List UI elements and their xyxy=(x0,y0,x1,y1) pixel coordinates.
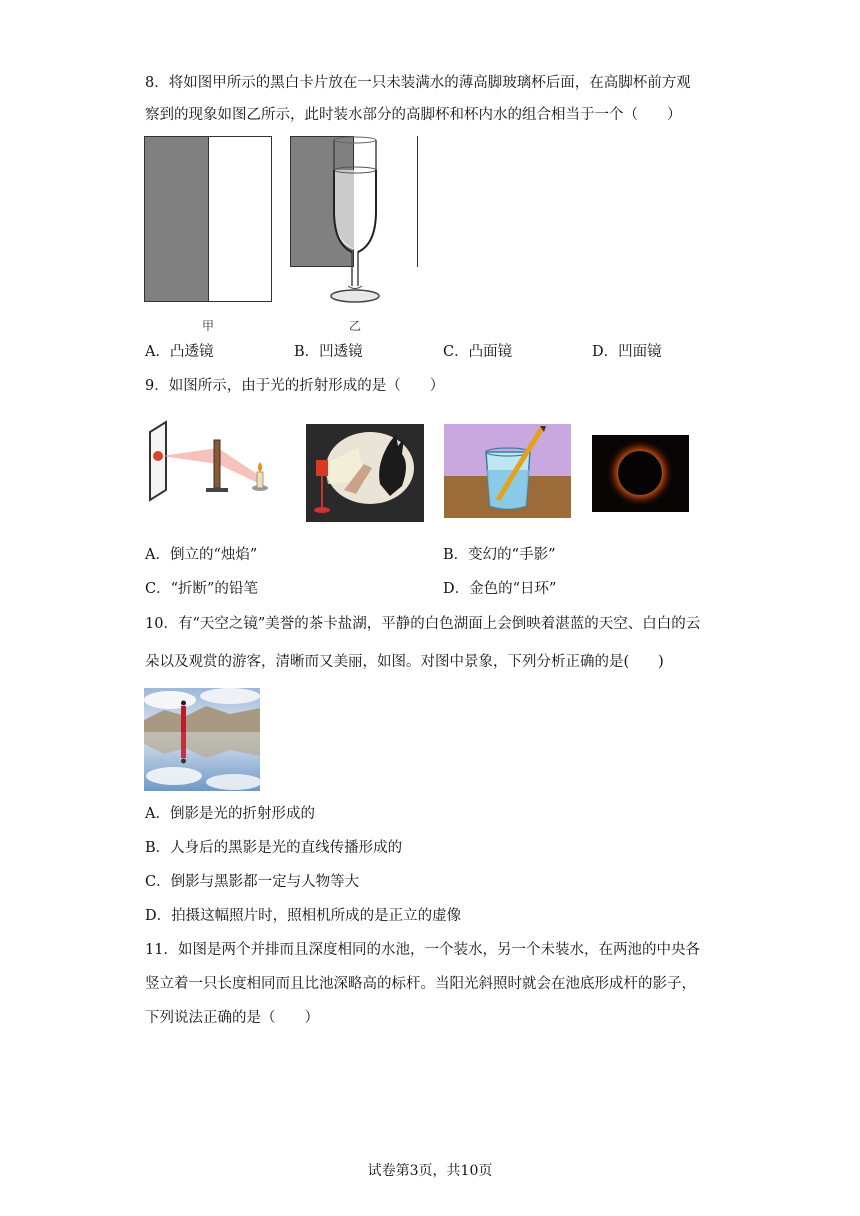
q8-option-d: D．凹面镜 xyxy=(592,344,662,360)
q9-line-1: 9．如图所示，由于光的折射形成的是（ ） xyxy=(145,378,445,394)
q8-option-c: C．凸面镜 xyxy=(443,344,513,360)
q8-line-1: 8．将如图甲所示的黑白卡片放在一只未装满水的薄高脚玻璃杯后面，在高脚杯前方观 xyxy=(145,75,691,91)
figure-yi-glass xyxy=(290,136,422,312)
q10-line-1: 10．有“天空之镜”美誉的茶卡盐湖，平静的白色湖面上会倒映着湛蓝的天空、白白的云 xyxy=(145,616,701,632)
q9-option-d: D．金色的“日环” xyxy=(443,581,557,597)
q11-line-2: 竖立着一只长度相同而且比池深略高的标杆。当阳光斜照时就会在池底形成杆的影子， xyxy=(145,976,696,992)
q11-line-1: 11．如图是两个并排而且深度相同的水池，一个装水，另一个未装水，在两池的中央各 xyxy=(145,942,700,958)
q10-option-a: A．倒影是光的折射形成的 xyxy=(145,806,315,822)
figure-pinhole-candle xyxy=(146,418,278,508)
q11-line-3: 下列说法正确的是（ ） xyxy=(145,1010,319,1026)
q8-line-2: 察到的现象如图乙所示，此时装水部分的高脚杯和杯内水的组合相当于一个（ ） xyxy=(145,107,682,123)
q9-option-a: A．倒立的“烛焰” xyxy=(145,547,258,563)
figure-broken-pencil xyxy=(444,424,571,522)
q8-option-b: B．凹透镜 xyxy=(294,344,363,360)
q10-option-b: B．人身后的黑影是光的直线传播形成的 xyxy=(145,840,403,856)
q10-option-c: C．倒影与黑影都一定与人物等大 xyxy=(145,874,360,890)
q9-option-c: C．“折断”的铅笔 xyxy=(145,581,258,597)
figure-solar-eclipse xyxy=(592,435,689,516)
page-footer: 试卷第3页，共10页 xyxy=(367,1163,493,1179)
caption-yi: 乙 xyxy=(349,319,362,333)
q10-option-d: D．拍摄这幅照片时，照相机所成的是正立的虚像 xyxy=(145,908,462,924)
q8-option-a: A．凸透镜 xyxy=(145,344,214,360)
q9-option-b: B．变幻的“手影” xyxy=(443,547,556,563)
figure-jia-card xyxy=(144,136,274,308)
figure-salt-lake-photo xyxy=(144,688,260,795)
q10-line-2: 朵以及观赏的游客，清晰而又美丽，如图。对图中景象，下列分析正确的是( ) xyxy=(145,654,664,670)
figure-hand-shadow xyxy=(306,424,424,526)
caption-jia: 甲 xyxy=(202,319,215,333)
